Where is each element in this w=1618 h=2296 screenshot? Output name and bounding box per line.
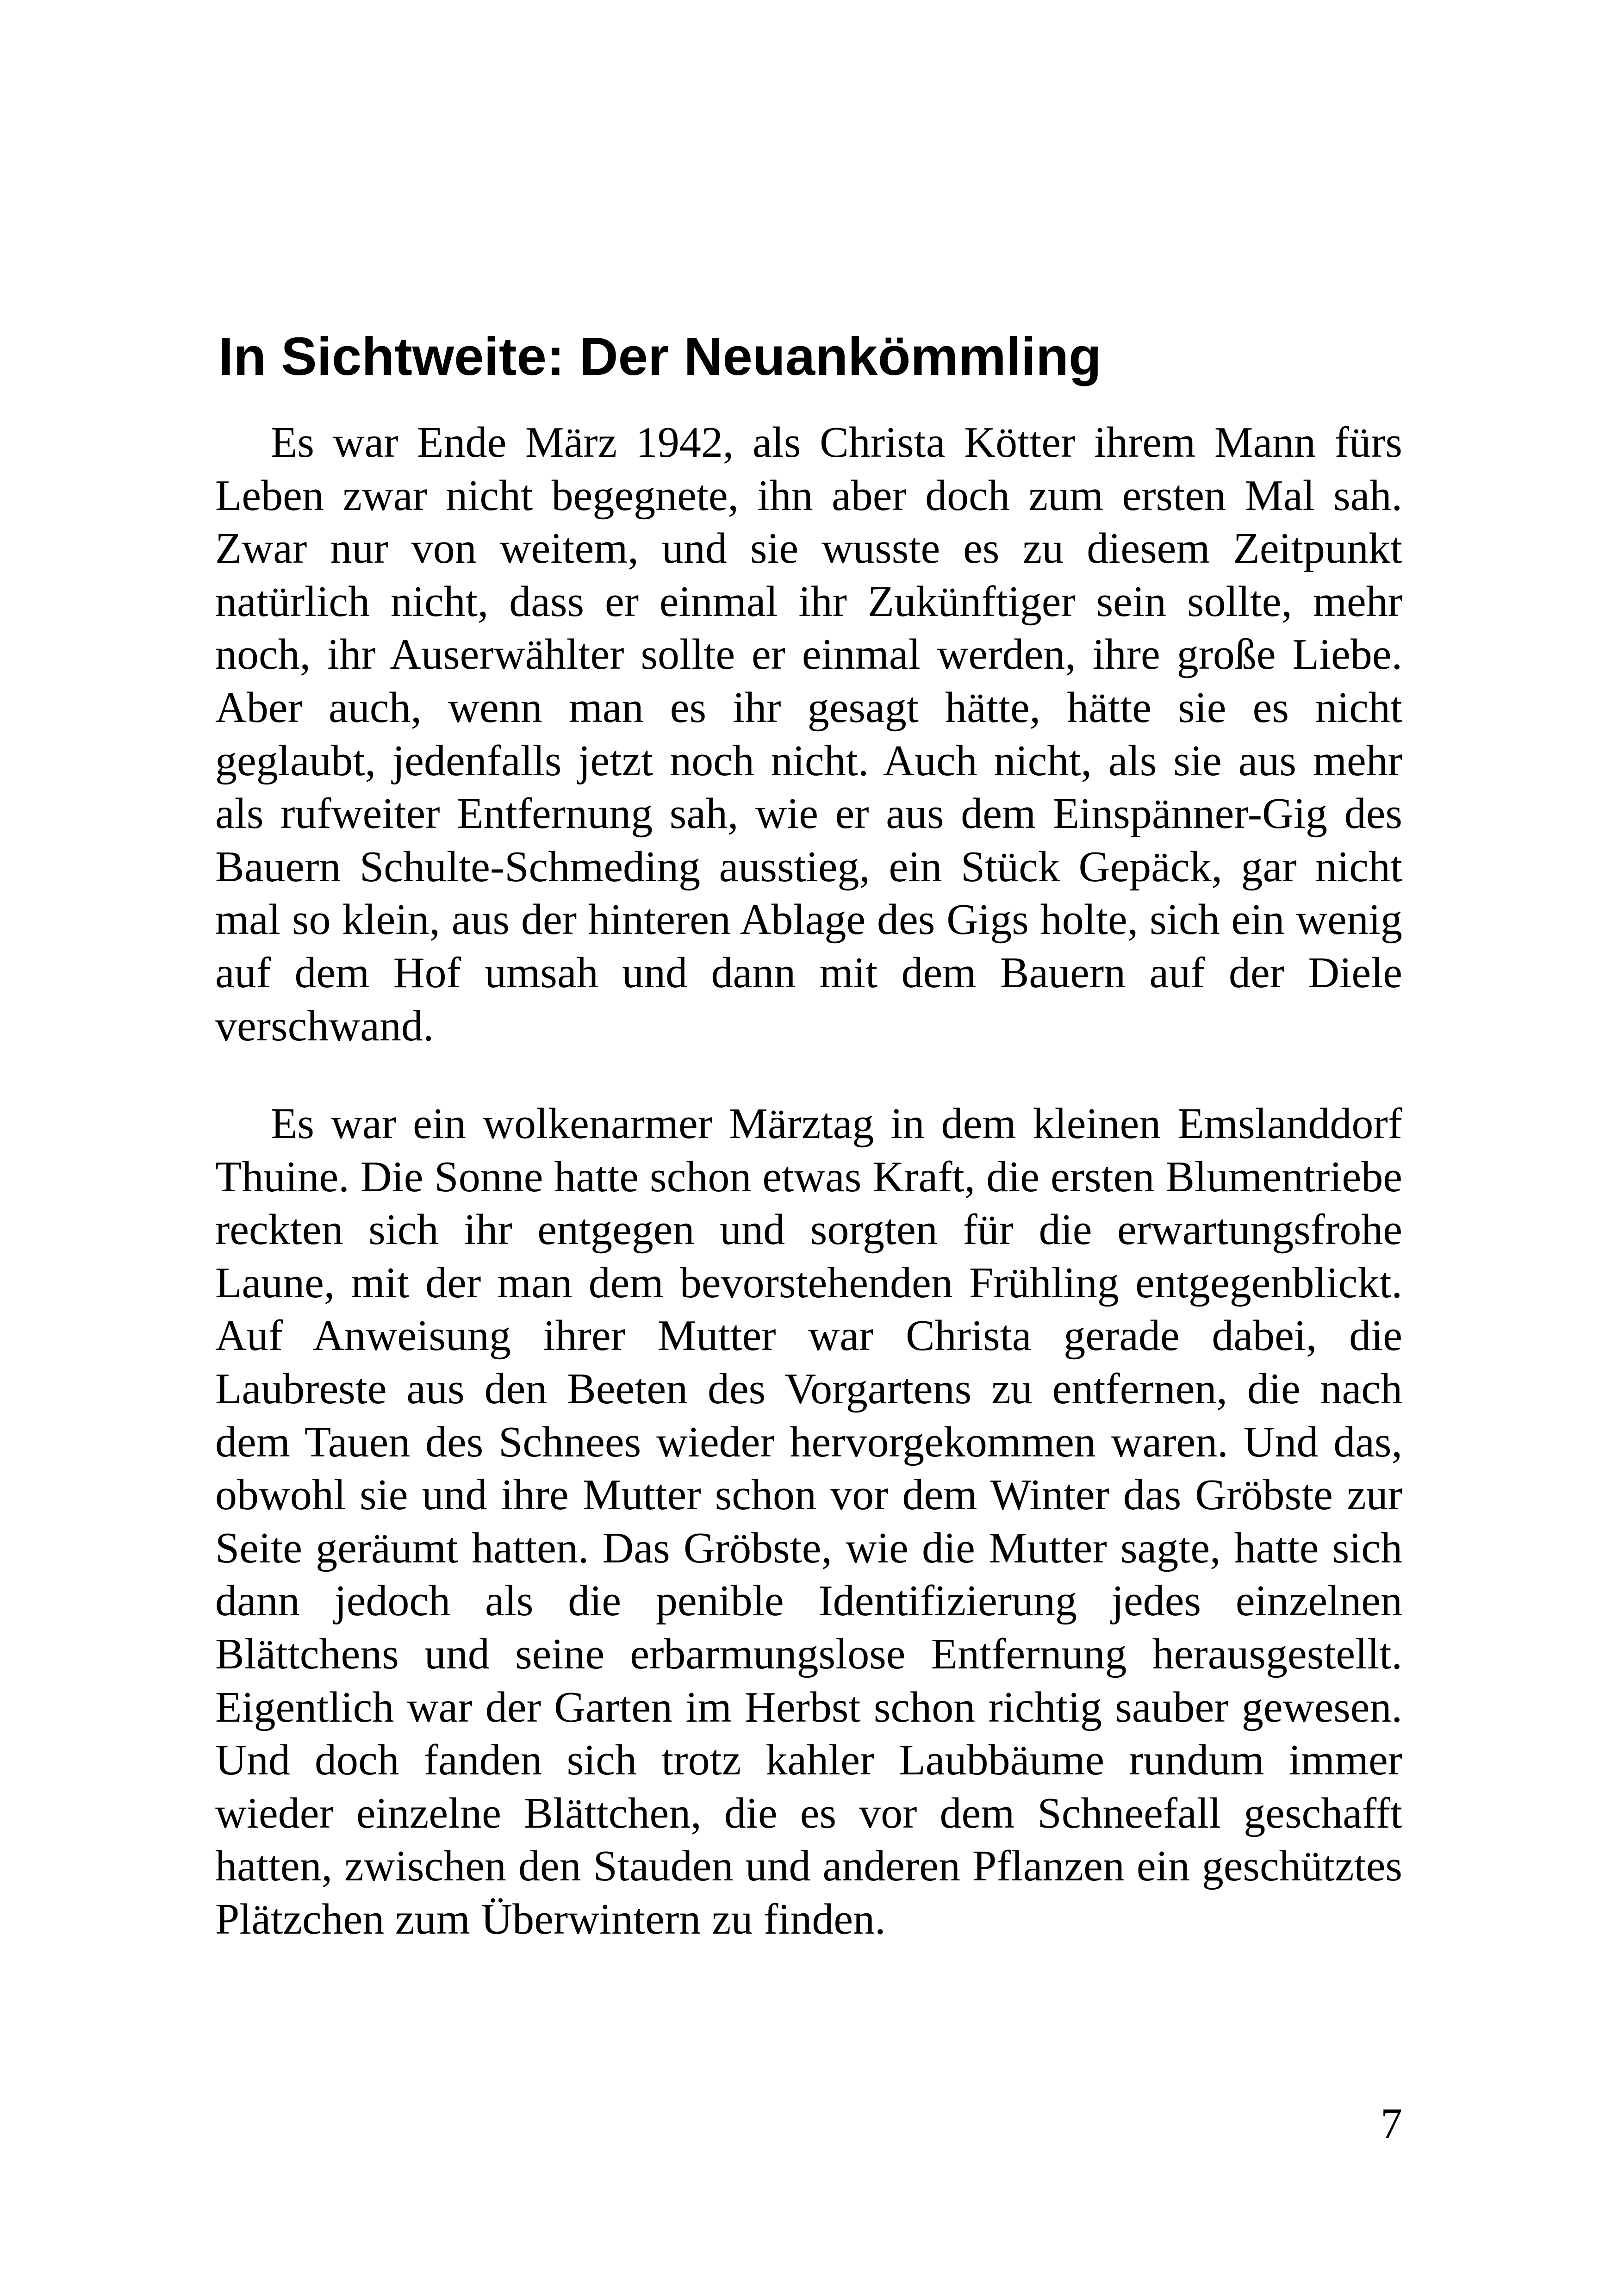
chapter-title: In Sichtweite: Der Neuankömmling [218, 326, 1101, 386]
paragraph-1: Es war Ende März 1942, als Christa Kötter ihrem Mann fürs Leben zwar nicht begegnete, ihn aber doch zum ersten Mal sah. Zwar nur von weitem, und sie wusste es zu diesem Zeitpunkt natürlich nicht, dass er einmal ihr Zukünftiger sein sollte, mehr noch, ihr Auserwählter sollte er einmal werden, ihre große Liebe. Aber auch, wenn man es ihr gesagt hätte, hätte sie es nicht geglaubt, jedenfalls jetzt noch nicht. Auch nicht, als sie aus mehr als rufweiter Entfernung sah, wie er aus dem Einspänner-Gig des Bauern Schulte-Schmeding ausstieg, ein Stück Gepäck, gar nicht mal so klein, aus der hinteren Ablage des Gigs holte, sich ein wenig auf dem Hof umsah und dann mit dem Bauern auf der Diele verschwand. [215, 418, 1402, 1050]
page-number: 7 [1381, 2100, 1402, 2148]
paragraph-2: Es war ein wolkenarmer Märztag in dem kleinen Emslanddorf Thuine. Die Sonne hatte schon etwas Kraft, die ersten Blumentriebe reckten sich ihr entgegen und sorgten für die erwartungsfrohe Laune, mit der man dem bevorstehenden Frühling entgegenblickt. Auf Anweisung ihrer Mutter war Christa gerade dabei, die Laubreste aus den Beeten des Vorgartens zu entfernen, die nach dem Tauen des Schnees wieder hervorgekommen waren. Und das, obwohl sie und ihre Mutter schon vor dem Winter das Gröbste zur Seite geräumt hatten. Das Gröbste, wie die Mutter sagte, hatte sich dann jedoch als die penible Identifizierung jedes einzelnen Blättchens und seine erbarmungslose Entfernung herausgestellt. Eigentlich war der Garten im Herbst schon richtig sauber gewesen. Und doch fanden sich trotz kahler Laubbäume rundum immer wieder einzelne Blättchen, die es vor dem Schneefall geschafft hatten, zwischen den Stauden und anderen Pflanzen ein geschütztes Plätzchen zum Überwintern zu finden. [215, 1100, 1402, 1943]
